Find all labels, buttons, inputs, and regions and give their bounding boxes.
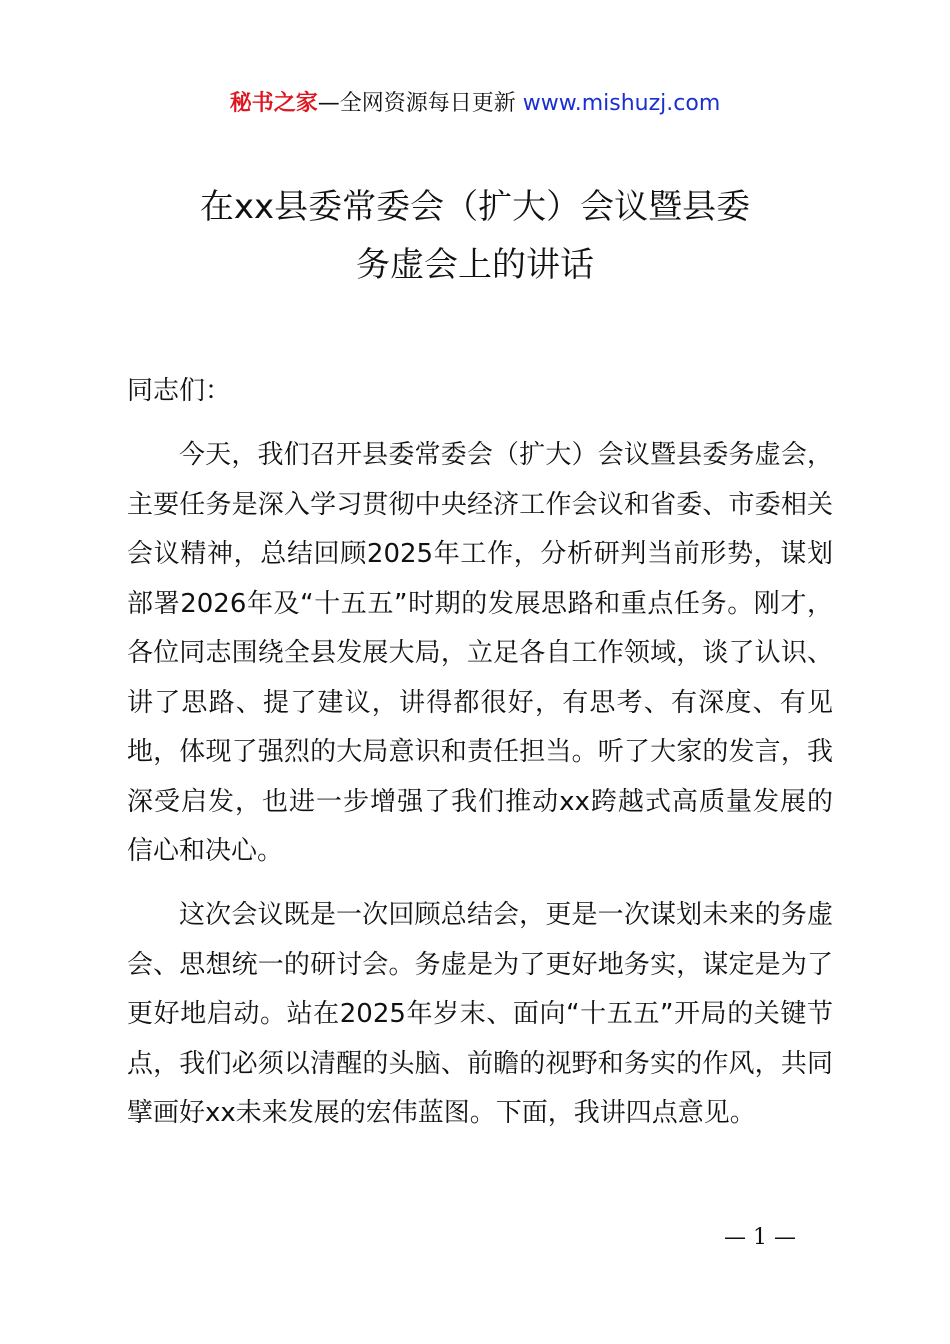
paragraph-1: 今天，我们召开县委常委会（扩大）会议暨县委务虚会，主要任务是深入学习贯彻中央经济工作会议和省委、市委相关会议精神，总结回顾2025年工作，分析研判当前形势，谋划部署2026年及“十五五”时期的发展思路和重点任务。刚才，各位同志围绕全县发展大局，立足各自工作领域，谈了认识、讲了思路、提了建议，讲得都很好，有思考、有深度、有见地，体现了强烈的大局意识和责任担当。听了大家的发言，我深受启发，也进一步增强了我们推动xx跨越式高质量发展的信心和决心。	[127, 440, 833, 866]
site-header	[0, 88, 950, 120]
page-number: — 1 —	[724, 1225, 796, 1250]
document-title-line-2: 务虚会上的讲话	[356, 245, 594, 285]
site-brand: 秘书之家	[229, 91, 318, 116]
paragraph-2: 这次会议既是一次回顾总结会，更是一次谋划未来的务虚会、思想统一的研讨会。务虚是为了更好地务实，谋定是为了更好地启动。站在2025年岁末、面向“十五五”开局的关键节点，我们必须以清醒的头脑、前瞻的视野和务实的作风，共同擘画好xx未来发展的宏伟蓝图。下面，我讲四点意见。	[127, 900, 833, 1128]
salutation: 同志们：	[127, 376, 232, 406]
site-tagline: —全网资源每日更新	[317, 91, 523, 116]
document-title-line-1: 在xx县委常委会（扩大）会议暨县委	[199, 187, 751, 227]
site-url-link[interactable]: www.mishuzj.com	[522, 91, 721, 116]
document-title	[0, 178, 950, 294]
